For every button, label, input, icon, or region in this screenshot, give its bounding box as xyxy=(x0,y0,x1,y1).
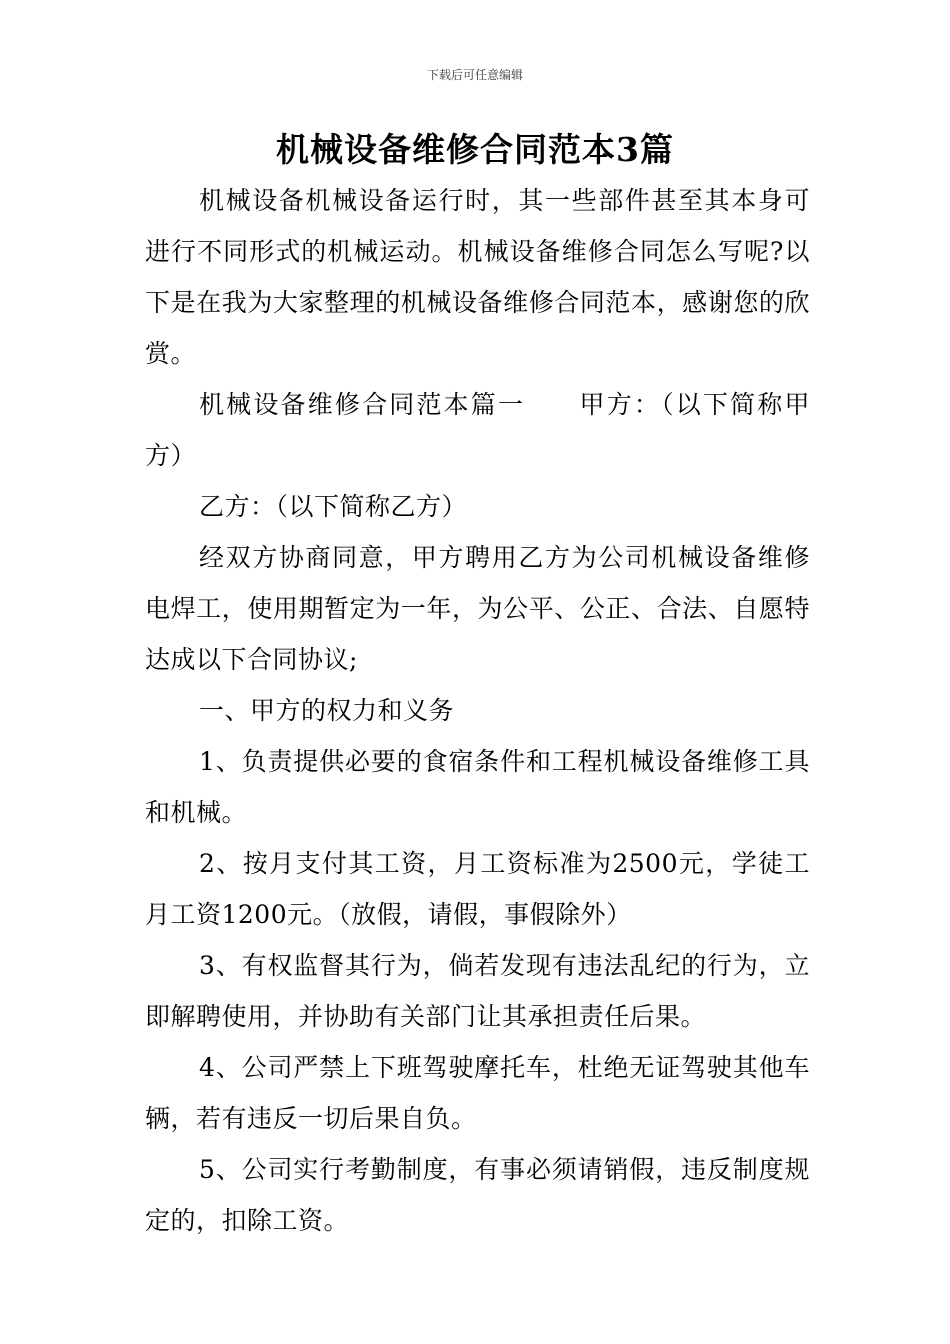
clause-4: 4、公司严禁上下班驾驶摩托车，杜绝无证驾驶其他车辆，若有违反一切后果自负。 xyxy=(145,1053,810,1133)
clause-1: 1、负责提供必要的食宿条件和工程机械设备维修工具和机械。 xyxy=(145,747,810,827)
paragraph-intro: 机械设备机械设备运行时，其一些部件甚至其本身可进行不同形式的机械运动。机械设备维修合同怎么写呢?以下是在我为大家整理的机械设备维修合同范本，感谢您的欣赏。 xyxy=(145,186,810,368)
paragraph-party-a: 机械设备维修合同范本篇一 甲方：（以下简称甲方） xyxy=(145,390,810,470)
clause-5: 5、公司实行考勤制度，有事必须请销假，违反制度规定的，扣除工资。 xyxy=(145,1155,810,1235)
document-body xyxy=(145,175,810,1246)
paragraph-party-b: 乙方：（以下简称乙方） xyxy=(199,492,468,521)
header-note: 下载后可任意编辑 xyxy=(426,68,523,82)
document-title: 机械设备维修合同范本3篇 xyxy=(276,130,674,169)
section-heading-rights: 一、甲方的权力和义务 xyxy=(199,696,455,725)
clause-2: 2、按月支付其工资，月工资标准为2500元，学徒工月工资1200元。（放假，请假，事假除外） xyxy=(145,849,810,929)
clause-3: 3、有权监督其行为，倘若发现有违法乱纪的行为，立即解聘使用，并协助有关部门让其承担责任后果。 xyxy=(145,951,810,1031)
paragraph-agreement: 经双方协商同意，甲方聘用乙方为公司机械设备维修电焊工，使用期暂定为一年，为公平、公正、合法、自愿特达成以下合同协议; xyxy=(145,543,810,674)
